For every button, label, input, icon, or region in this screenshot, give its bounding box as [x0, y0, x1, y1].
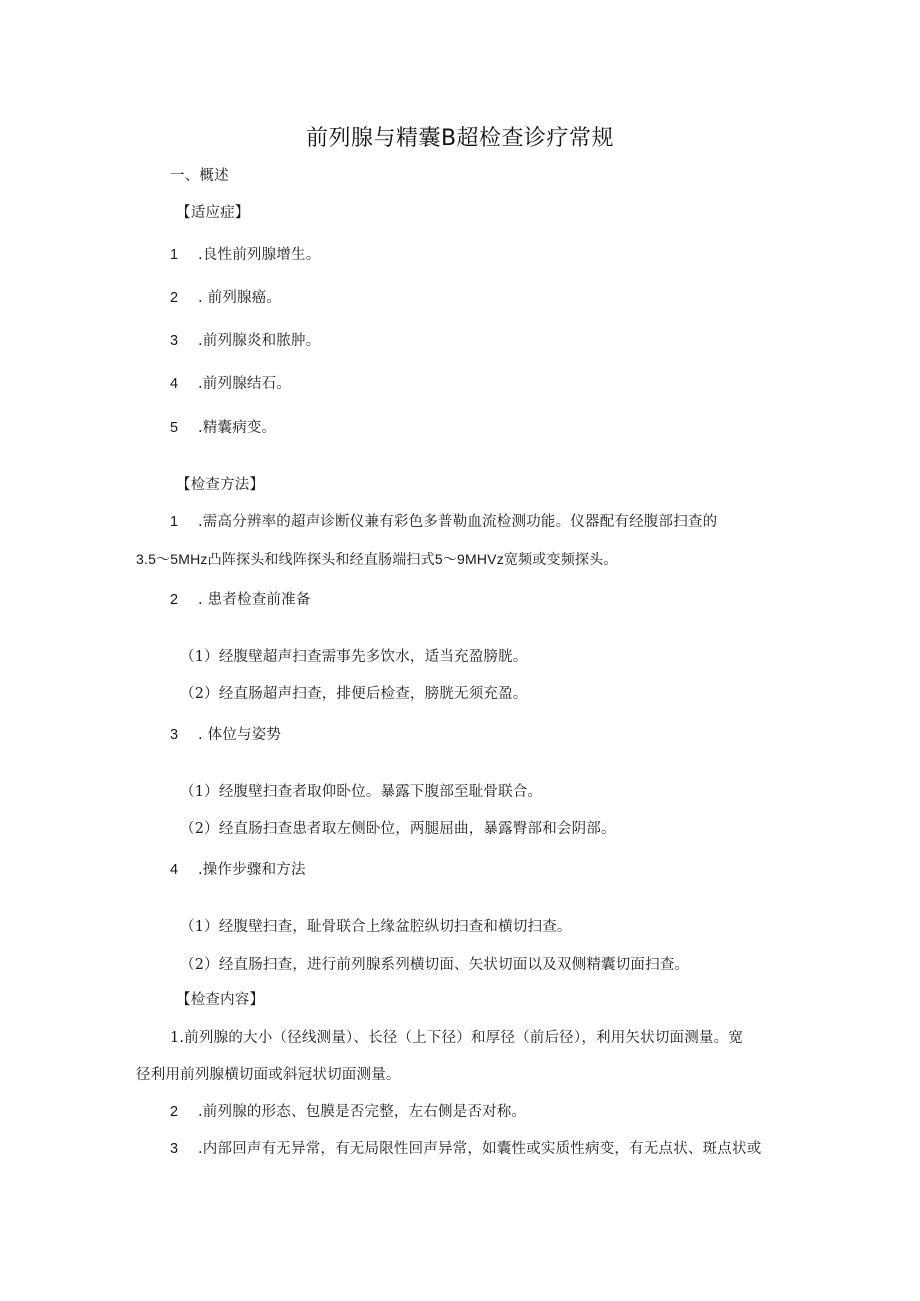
item-text: .良性前列腺增生。	[198, 247, 321, 263]
item-number: 2	[170, 592, 179, 608]
indication-item-4	[170, 374, 291, 394]
item-number: 2	[170, 290, 179, 306]
indication-item-2	[170, 288, 281, 308]
method-item-4-sub-1: （1）经腹壁扫查，耻骨联合上缘盆腔纵切扫查和横切扫查。	[180, 919, 572, 935]
content-item-1-line-1: 1.前列腺的大小（径线测量）、长径（上下径）和厚径（前后径），利用矢状切面测量。宽	[170, 1030, 744, 1046]
item-number: 5	[170, 420, 179, 436]
indications-header: 【适应症】	[176, 205, 250, 221]
method-item-2	[170, 590, 311, 610]
item-text: . 体位与姿势	[198, 727, 282, 743]
content-header: 【检查内容】	[176, 992, 265, 1008]
indication-item-3	[170, 331, 320, 351]
method-item-2-sub-1: （1）经腹壁超声扫查需事先多饮水，适当充盈膀胱。	[180, 649, 528, 665]
indication-item-1	[170, 245, 320, 265]
item-number: 1	[170, 514, 179, 530]
method-item-3-sub-2: （2）经直肠扫查患者取左侧卧位，两腿屈曲，暴露臀部和会阴部。	[180, 821, 616, 837]
item-text: .操作步骤和方法	[198, 862, 306, 878]
indication-item-5	[170, 418, 276, 438]
item-number: 4	[170, 376, 179, 392]
method-item-3-sub-1: （1）经腹壁扫查者取仰卧位。暴露下腹部至耻骨联合。	[180, 784, 543, 800]
item-number: 3	[170, 333, 179, 349]
item-text: .前列腺的形态、包膜是否完整，左右侧是否对称。	[198, 1104, 527, 1120]
method-item-4	[170, 860, 306, 880]
method-item-1-line-1	[170, 512, 717, 532]
item-number: 1	[170, 247, 179, 263]
item-text: . 前列腺癌。	[198, 290, 282, 306]
item-number: 4	[170, 862, 179, 878]
item-number: 3	[170, 1141, 179, 1157]
content-item-1-line-2: 径利用前列腺横切面或斜冠状切面测量。	[136, 1067, 401, 1083]
content-item-3	[170, 1139, 761, 1159]
item-text: .前列腺炎和脓肿。	[198, 333, 321, 349]
method-header: 【检查方法】	[176, 477, 265, 493]
item-text: .前列腺结石。	[198, 376, 292, 392]
method-item-4-sub-2: （2）经直肠扫查，进行前列腺系列横切面、矢状切面以及双侧精囊切面扫查。	[180, 957, 690, 973]
method-item-2-sub-2: （2）经直肠超声扫查，排便后检查，膀胱无须充盈。	[180, 686, 528, 702]
item-number: 3	[170, 727, 179, 743]
method-item-3	[170, 725, 281, 745]
content-item-2	[170, 1102, 526, 1122]
method-item-1-line-2: 3.5～5MHz凸阵探头和线阵探头和经直肠端扫式5～9MHVz宽频或变频探头。	[136, 551, 618, 567]
item-text: .需高分辨率的超声诊断仪兼有彩色多普勒血流检测功能。仪器配有经腹部扫查的	[198, 514, 718, 530]
page-title: 前列腺与精囊B超检查诊疗常规	[305, 126, 615, 151]
item-number: 2	[170, 1104, 179, 1120]
item-text: .精囊病变。	[198, 420, 277, 436]
item-text: . 患者检查前准备	[198, 592, 311, 608]
item-text: .内部回声有无异常，有无局限性回声异常，如囊性或实质性病变，有无点状、斑点状或	[198, 1141, 762, 1157]
section-heading-overview: 一、概述	[170, 168, 229, 184]
